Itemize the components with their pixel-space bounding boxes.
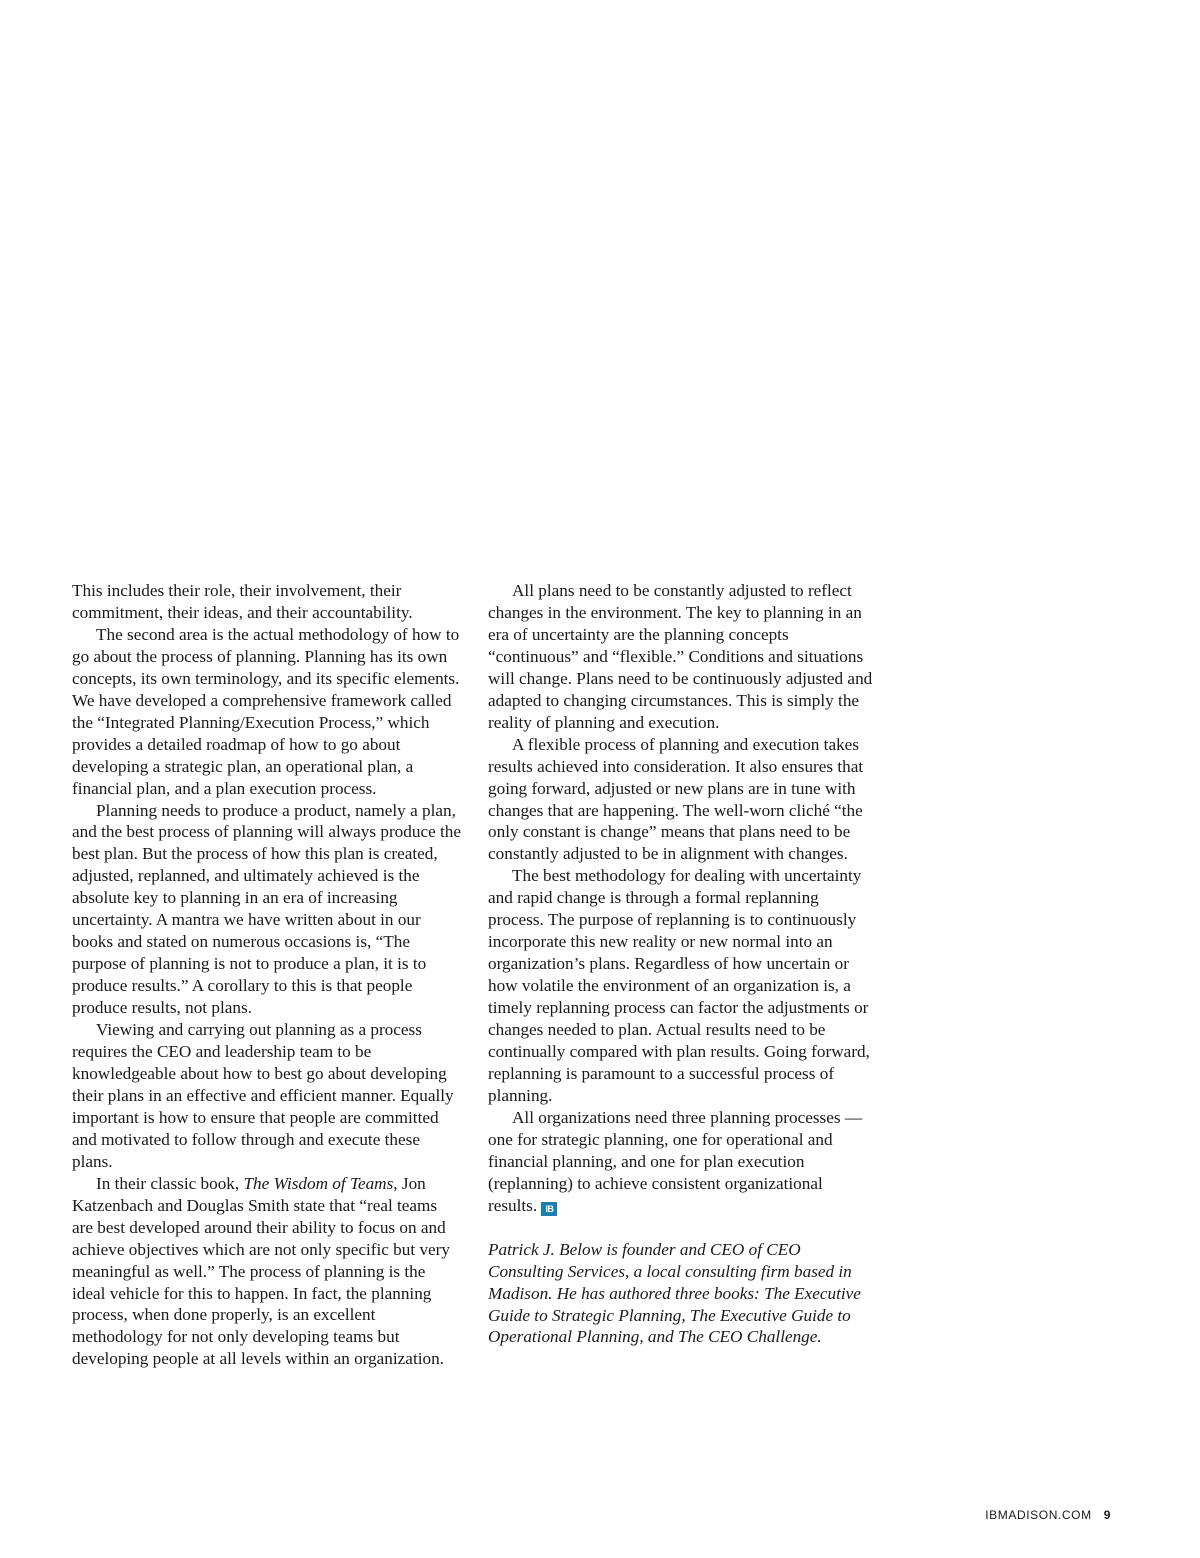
article-left-column (72, 580, 462, 1370)
paragraph (488, 1107, 873, 1217)
paragraph: All plans need to be constantly adjusted to reflect changes in the environment. The key to planning in an era of uncertainty are the planning concepts “continuous” and “flexible.” Conditions and situations will change. Plans need to be continuously adjusted and adapted to changing circumstances. This is simply the reality of planning and execution. (488, 581, 873, 732)
book-title: The Wisdom of Teams, (243, 1173, 398, 1193)
paragraph: The best methodology for dealing with uncertainty and rapid change is through a formal replanning process. The purpose of replanning is to continuously incorporate this new reality or new normal into an organization’s plans. Regardless of how uncertain or how volatile the environment of an organization is, a timely replanning process can factor the adjustments or changes needed to plan. Actual results need to be continually compared with plan results. Going forward, replanning is paramount to a successful process of planning. (488, 866, 870, 1105)
paragraph: A flexible process of planning and execution takes results achieved into consideration. It also ensures that going forward, adjusted or new plans are in tune with changes that are happening. The well-worn cliché “the only constant is change” means that plans need to be constantly adjusted to be in alignment with changes. (488, 734, 864, 864)
paragraph: The second area is the actual methodology of how to go about the process of planning. Planning has its own concepts, its own terminology, and its specific elements. We have developed a comprehensive framework called the “Integrated Planning/Execution Process,” which provides a detailed roadmap of how to go about developing a strategic plan, an operational plan, a financial plan, and a plan execution process. (72, 624, 460, 798)
page-footer (985, 1508, 1111, 1522)
page-number: 9 (1103, 1508, 1111, 1522)
paragraph: Viewing and carrying out planning as a process requires the CEO and leadership team to be knowledgeable about how to best go about developing their plans in an effective and efficient manner. Equally important is how to ensure that people are committed and motivated to follow through and execute these plans. (72, 1020, 454, 1171)
paragraph-text: All organizations need three planning processes — one for strategic planning, one for operational and financial planning, and one for plan execution (replanning) to achieve consistent organizational results. (488, 1107, 863, 1215)
paragraph (72, 1173, 462, 1371)
end-mark-icon: IB (541, 1202, 557, 1216)
paragraph: Planning needs to produce a product, namely a plan, and the best process of planning will always produce the best plan. But the process of how this plan is created, adjusted, replanned, and ultimately achieved is the absolute key to planning in an era of increasing uncertainty. A mantra we have written about in our books and stated on numerous occasions is, “The purpose of planning is not to produce a plan, it is to produce results.” A corollary to this is that people produce results, not plans. (72, 800, 462, 1018)
footer-site: IBMADISON.COM (985, 1508, 1092, 1522)
author-bio: Patrick J. Below is founder and CEO of CEO Consulting Services, a local consulting firm based in Madison. He has authored three books: The Executive Guide to Strategic Planning, The Executive Guide to Operational Planning, and The CEO Challenge. (488, 1239, 861, 1347)
article-right-column (488, 580, 873, 1348)
paragraph: This includes their role, their involvement, their commitment, their ideas, and their accountability. (72, 581, 413, 622)
paragraph-text: Jon Katzenbach and Douglas Smith state that “real teams are best developed around their ability to focus on and achieve objectives which are not only specific but very meaningful as well.” The process of planning is the ideal vehicle for this to happen. In fact, the planning process, when done properly, is an excellent methodology for not only developing teams but developing people at all levels within an organization. (72, 1173, 450, 1369)
paragraph-text: In their classic book, (96, 1173, 244, 1193)
